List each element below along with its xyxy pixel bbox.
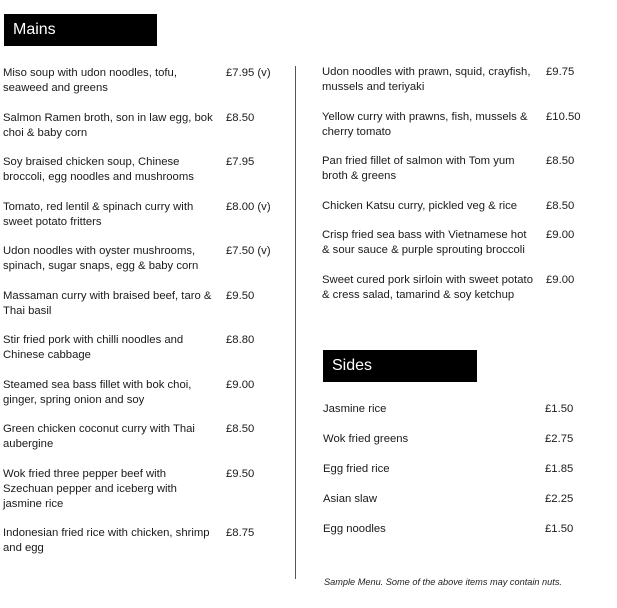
- menu-item-price: £7.95: [226, 156, 255, 168]
- menu-item-price: £1.85: [545, 463, 574, 475]
- menu-item-price: £2.25: [545, 493, 574, 505]
- menu-item-price: £8.50: [226, 423, 255, 435]
- menu-item-name: Wok fried greens: [323, 433, 409, 445]
- menu-item: [3, 422, 283, 452]
- menu-item-price: £8.00 (v): [226, 200, 271, 213]
- menu-item-name: Tomato, red lentil & spinach curry with sweet potato fritters: [3, 200, 194, 228]
- column-divider: [295, 66, 296, 579]
- menu-item: [3, 244, 283, 274]
- side-item: [323, 462, 583, 477]
- menu-item: [322, 199, 612, 214]
- menu-item: [3, 289, 283, 319]
- menu-item: [3, 111, 283, 141]
- menu-item-name: Salmon Ramen broth, son in law egg, bok choi & baby corn: [3, 111, 213, 139]
- mains-left-column: [3, 66, 283, 571]
- menu-item-price: £9.50: [226, 467, 255, 480]
- side-item: [323, 432, 583, 447]
- menu-item-name: Soy braised chicken soup, Chinese broccoli, egg noodles and mushrooms: [3, 156, 194, 183]
- menu-item-price: £8.50: [546, 155, 575, 167]
- menu-item-name: Sweet cured pork sirloin with sweet potato & cress salad, tamarind & soy ketchup: [322, 273, 533, 301]
- menu-item: [3, 467, 283, 512]
- menu-item-name: Steamed sea bass fillet with bok choi, ginger, spring onion and soy: [3, 378, 192, 406]
- mains-right-column: [322, 65, 612, 317]
- menu-item-name: Chicken Katsu curry, pickled veg & rice: [322, 199, 518, 212]
- menu-item-name: Yellow curry with prawns, fish, mussels & cherry tomato: [322, 110, 528, 138]
- menu-item-price: £8.50: [226, 111, 255, 124]
- menu-item-price: £8.75: [226, 527, 255, 539]
- menu-item-name: Stir fried pork with chilli noodles and Chinese cabbage: [3, 334, 184, 361]
- menu-item-name: Udon noodles with oyster mushrooms, spinach, sugar snaps, egg & baby corn: [3, 245, 199, 272]
- menu-item: [3, 155, 283, 185]
- menu-item-price: £2.75: [545, 433, 574, 445]
- menu-item: [3, 333, 283, 363]
- menu-item: [322, 110, 612, 140]
- menu-footnote: Sample Menu. Some of the above items may contain nuts.: [324, 577, 562, 587]
- menu-item-price: £9.00: [546, 229, 575, 241]
- menu-item-name: Green chicken coconut curry with Thai aubergine: [3, 423, 195, 450]
- menu-item-price: £9.75: [546, 66, 575, 78]
- menu-item-name: Jasmine rice: [323, 403, 387, 415]
- menu-item: [322, 65, 612, 95]
- menu-item-price: £9.50: [226, 289, 255, 302]
- menu-item-name: Egg noodles: [323, 523, 386, 535]
- mains-heading: Mains: [4, 14, 157, 46]
- menu-item-price: £1.50: [545, 403, 574, 415]
- menu-item-price: £7.95 (v): [226, 67, 271, 79]
- menu-item-price: £7.50 (v): [226, 245, 271, 257]
- menu-item: [3, 378, 283, 408]
- menu-item: [322, 228, 612, 258]
- menu-item-name: Miso soup with udon noodles, tofu, seaweed and greens: [3, 67, 177, 94]
- menu-item: [3, 66, 283, 96]
- side-item: [323, 492, 583, 507]
- menu-item-price: £9.00: [226, 378, 255, 391]
- menu-item: [322, 273, 612, 303]
- menu-item-name: Indonesian fried rice with chicken, shrimp and egg: [3, 527, 210, 554]
- menu-item-name: Asian slaw: [323, 493, 377, 505]
- sides-heading: Sides: [323, 350, 477, 382]
- menu-item-price: £10.50: [546, 110, 581, 123]
- menu-item-name: Pan fried fillet of salmon with Tom yum broth & greens: [322, 155, 515, 182]
- menu-item-name: Crisp fried sea bass with Vietnamese hot & sour sauce & purple sprouting broccoli: [322, 229, 527, 256]
- menu-item-name: Wok fried three pepper beef with Szechuan pepper and iceberg with jasmine rice: [3, 467, 177, 510]
- menu-item-name: Massaman curry with braised beef, taro & Thai basil: [3, 289, 212, 317]
- menu-item-name: Egg fried rice: [323, 463, 390, 475]
- side-item: [323, 522, 583, 537]
- side-item: [323, 402, 583, 417]
- sides-list: [323, 402, 583, 552]
- menu-item: [3, 200, 283, 230]
- menu-item-price: £8.80: [226, 334, 255, 346]
- menu-item-price: £1.50: [545, 523, 574, 535]
- menu-item: [3, 526, 283, 556]
- menu-item-name: Udon noodles with prawn, squid, crayfish, mussels and teriyaki: [322, 66, 531, 93]
- menu-item: [322, 154, 612, 184]
- menu-item-price: £9.00: [546, 273, 575, 286]
- menu-item-price: £8.50: [546, 199, 575, 212]
